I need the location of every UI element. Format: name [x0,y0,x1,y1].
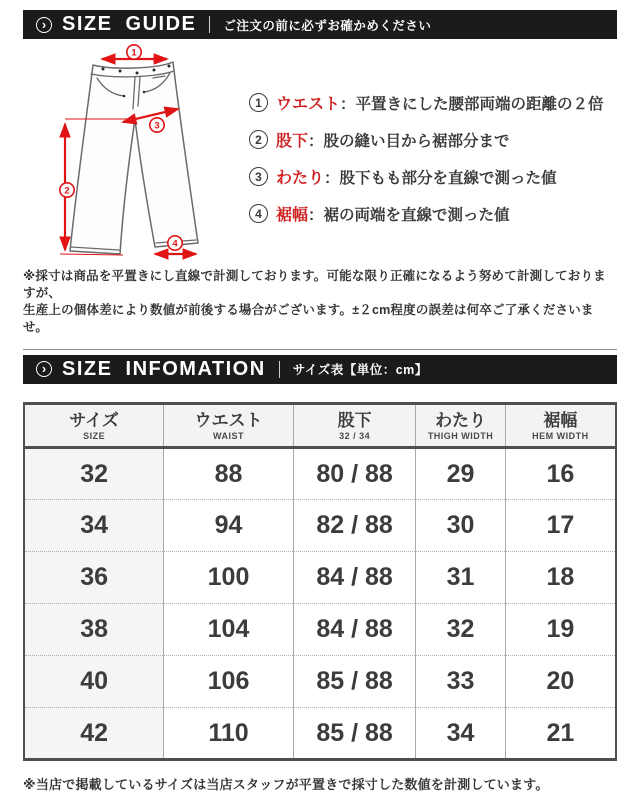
cell-inseam: 85 / 88 [293,708,416,760]
measurement-note-line1: ※採寸は商品を平置きにし直線で計測しております。可能な限り正確になるよう努めて計測しておりますが、 [23,269,606,300]
header-inseam: 股下 32 / 34 [293,403,416,448]
legend-desc: 股の縫い目から裾部分まで [323,132,510,150]
measurement-note [23,268,617,336]
cell-size: 34 [24,500,164,552]
cell-inseam: 84 / 88 [293,604,416,656]
cell-waist: 106 [164,656,294,708]
cell-hem: 21 [505,708,616,760]
size-guide-subtitle: ご注文の前に必ずお確かめください [223,18,432,33]
measurement-legend [249,43,604,239]
legend-desc: 股下もも部分を直線で測った値 [339,169,557,187]
header-size: サイズ SIZE [24,403,164,448]
svg-text:4: 4 [172,238,178,250]
header-hem-width: 裾幅 HEM WIDTH [505,403,616,448]
size-information-title: SIZE INFOMATION [62,357,266,380]
cell-thigh: 30 [416,500,505,552]
cell-size: 38 [24,604,164,656]
header-thigh-width: わたり THIGH WIDTH [416,403,505,448]
legend-item-inseam: 2 股下 ： 股の縫い目から裾部分まで [249,128,604,151]
cell-thigh: 29 [416,448,505,500]
legend-item-thigh: 3 わたり ： 股下もも部分を直線で測った値 [249,165,604,188]
size-information-subtitle: サイズ表【単位：cm】 [292,363,428,377]
svg-text:3: 3 [154,120,160,132]
cell-thigh: 32 [416,604,505,656]
legend-term: 股下 [276,133,309,150]
cell-waist: 110 [164,708,294,760]
legend-desc: 平置きにした腰部両端の距離の２倍 [355,95,604,113]
legend-term: わたり [276,170,325,187]
cell-waist: 100 [164,552,294,604]
cell-hem: 16 [505,448,616,500]
circled-number-icon: 4 [249,204,268,223]
header-waist: ウエスト WAIST [164,403,294,448]
cell-size: 32 [24,448,164,500]
size-guide-title: SIZE GUIDE [62,13,197,35]
chevron-circle-icon: › [36,361,52,377]
chevron-circle-icon: › [36,17,52,33]
cell-size: 42 [24,708,164,760]
cell-inseam: 85 / 88 [293,656,416,708]
cell-thigh: 31 [416,552,505,604]
circled-number-icon: 2 [249,130,268,149]
table-row [24,708,616,760]
legend-item-waist: 1 ウエスト ： 平置きにした腰部両端の距離の２倍 [249,91,604,114]
pants-measurement-diagram [57,43,227,262]
cell-waist: 104 [164,604,294,656]
cell-hem: 20 [505,656,616,708]
marker-1 [127,45,141,59]
cell-hem: 17 [505,500,616,552]
legend-item-hem: 4 裾幅 ： 裾の両端を直線で測った値 [249,202,604,225]
circled-number-icon: 3 [249,167,268,186]
size-table [23,402,617,762]
cell-inseam: 84 / 88 [293,552,416,604]
marker-4 [168,236,182,250]
marker-3 [150,118,164,132]
section-divider [23,349,617,350]
size-guide-bar [23,10,617,39]
footer-note: ※当店で掲載しているサイズは当店スタッフが平置きで採寸した数値を計測しています。 [23,777,549,793]
bar-divider [209,16,210,33]
cell-size: 40 [24,656,164,708]
svg-text:2: 2 [64,185,70,197]
cell-thigh: 33 [416,656,505,708]
cell-inseam: 80 / 88 [293,448,416,500]
legend-term: ウエスト [276,96,341,113]
table-header-row [24,403,616,448]
cell-thigh: 34 [416,708,505,760]
cell-size: 36 [24,552,164,604]
measurement-guide-section [23,39,617,262]
marker-2 [60,183,74,197]
bar-divider [279,361,280,378]
table-row [24,500,616,552]
table-row [24,604,616,656]
legend-desc: 裾の両端を直線で測った値 [323,206,510,224]
size-information-bar [23,355,617,384]
cell-waist: 88 [164,448,294,500]
svg-text:1: 1 [131,47,137,59]
circled-number-icon: 1 [249,93,268,112]
cell-hem: 18 [505,552,616,604]
cell-waist: 94 [164,500,294,552]
table-row [24,448,616,500]
table-row [24,552,616,604]
legend-term: 裾幅 [276,207,309,224]
table-row [24,656,616,708]
cell-hem: 19 [505,604,616,656]
measurement-note-line2: 生産上の個体差により数値が前後する場合がございます。±２cm程度の誤差は何卒ご了承くださいませ。 [23,302,594,334]
cell-inseam: 82 / 88 [293,500,416,552]
